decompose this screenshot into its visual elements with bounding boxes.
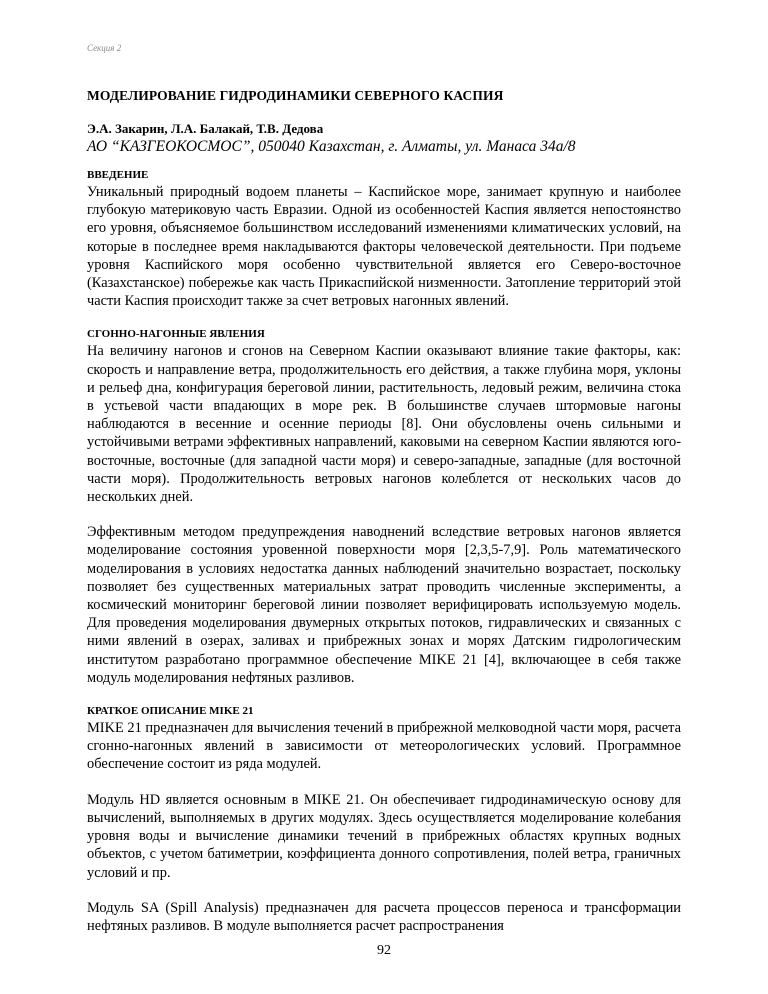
page-number: 92: [377, 943, 391, 958]
affiliation: АО “КАЗГЕОКОСМОС”, 050040 Казахстан, г. Алматы, ул. Манаса 34а/8: [87, 138, 576, 155]
paragraph: Эффективным методом предупреждения наводнений вследствие ветровых нагонов является моделирование состояния уровенной поверхности моря [2,3,5-7,9]. Роль математического моделирования в условиях недостатка данных наблюдений значительно возрастает, поскольку позволяет без существенных материальных затрат проводить численные эксперименты, а космический мониторинг береговой линии позволяет верифицировать используемую модель. Для проведения моделирования двумерных открытых потоков, гидравлических и связанных с ними явлений в озерах, заливах и прибрежных зонах и морях Датским гидрологическим институтом разработано программное обеспечение MIKE 21 [4], включающее в себя также модуль моделирования нефтяных разливов.: [87, 524, 681, 686]
authors: Э.А. Закарин, Л.А. Балакай, Т.В. Дедова: [87, 121, 324, 136]
paragraph: MIKE 21 предназначен для вычисления течений в прибрежной мелководной части моря, расчета сгонно-нагонных явлений в зависимости от метеорологических условий. Программное обеспечение состоит из ряда модулей.: [87, 720, 681, 773]
running-head: Секция 2: [87, 43, 122, 53]
paragraph: Модуль HD является основным в MIKE 21. Он обеспечивает гидродинамическую основу для вычислений, выполняемых в других модулях. Здесь осуществляется моделирование колебания уровня воды и вычисление динамики течений в прибрежных областях крупных водных объектов, с учетом батиметрии, коэффициента донного сопротивления, полей ветра, граничных условий и пр.: [87, 791, 681, 881]
paragraph: Уникальный природный водоем планеты – Каспийское море, занимает крупную и наиболее глубокую материковую часть Евразии. Одной из особенностей Каспия является непостоянство его уровня, объясняемое большинством исследований изменениями климатических условий, на которые в последнее время накладываются факторы человеческой деятельности. При подъеме уровня Каспийского моря особенно чувствительной является его Северо-восточное (Казахстанское) побережье как часть Прикаспийской низменности. Затопление территорий этой части Каспия происходит также за счет ветровых нагонных явлений.: [87, 184, 681, 310]
article-body: [87, 88, 681, 935]
article-title: МОДЕЛИРОВАНИЕ ГИДРОДИНАМИКИ СЕВЕРНОГО КАСПИЯ: [87, 88, 504, 103]
section-heading: КРАТКОЕ ОПИСАНИЕ MIKE 21: [87, 705, 254, 718]
section-introduction: [87, 168, 681, 310]
section-heading: ВВЕДЕНИЕ: [87, 169, 149, 181]
paragraph: Модуль SA (Spill Analysis) предназначен для расчета процессов переноса и трансформации нефтяных разливов. В модуле выполняется расчет распространения: [87, 899, 681, 934]
section-heading: СГОННО-НАГОННЫЕ ЯВЛЕНИЯ: [87, 328, 265, 341]
paragraph: На величину нагонов и сгонов на Северном Каспии оказывают влияние такие факторы, как: скорость и направление ветра, продолжительность его действия, а также глубина моря, уклоны и рельеф дна, конфигурация береговой линии, растительность, ледовый режим, величина стока в устьевой части впадающих в море рек. В большинстве случаев штормовые нагоны наблюдаются в весенние и осенние периоды [8]. Они обусловлены очень сильными и устойчивыми ветрами эффективных направлений, каковыми на северном Каспии являются юго-восточные, восточные (для западной части моря) и северо-западные, западные (для восточной части моря). Продолжительность ветровых нагонов колеблется от нескольких часов до нескольких дней.: [87, 343, 681, 506]
section-mike21-description: [87, 704, 681, 935]
section-surge-phenomena: [87, 327, 681, 687]
